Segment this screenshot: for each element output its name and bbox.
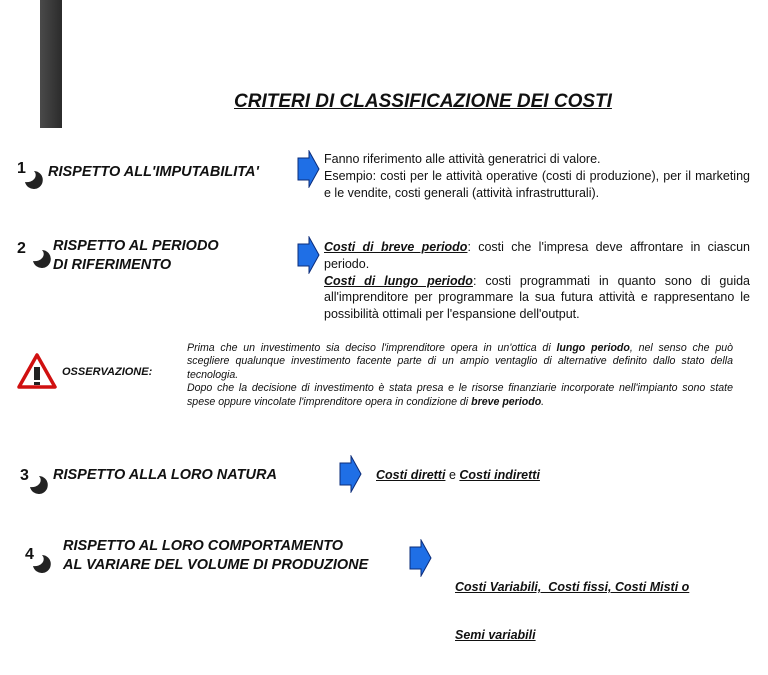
criterion-description <box>324 151 750 201</box>
long-term-costs-term: Costi di lungo periodo <box>324 273 473 288</box>
long-term-costs-text: : costi programmati in quanto sono di guida all'imprenditore per programmare la sua futura attività e rappresentano le possibilità ottimali per l'espansione dell'output. <box>324 273 751 322</box>
criterion-label <box>63 537 368 575</box>
criterion-number: 2 <box>17 240 26 257</box>
right-arrow-icon <box>408 539 432 577</box>
criterion-number: 1 <box>17 160 26 177</box>
indirect-costs: Costi indiretti <box>459 468 540 482</box>
criterion-label-line: RISPETTO AL LORO COMPORTAMENTO <box>63 538 344 554</box>
page-title: CRITERI DI CLASSIFICAZIONE DEI COSTI <box>234 91 612 112</box>
long-term-costs <box>324 273 750 323</box>
connector-text: e <box>448 468 456 482</box>
criterion-label: RISPETTO ALL'IMPUTABILITA' <box>48 164 259 180</box>
warning-icon <box>17 353 57 389</box>
description-example: Esempio: costi per le attività operative (costi di produzione), per il marketing e le vendite, costi generali (attività infrastrutturali). <box>324 168 750 200</box>
observation-term: lungo periodo <box>556 342 630 354</box>
observation-text-part: , nel senso che può scegliere qualunque investimento facente parte di un ampio ventaglio di alternative definito dallo stato della tecnologia. <box>187 342 733 381</box>
crescent-icon <box>30 553 52 575</box>
criterion-values <box>455 547 689 675</box>
short-term-costs-text: : costi che l'impresa deve affrontare in ciascun periodo. <box>324 240 750 271</box>
criterion-label: RISPETTO ALLA LORO NATURA <box>53 467 277 483</box>
crescent-icon <box>30 248 52 270</box>
observation-label: OSSERVAZIONE: <box>62 366 153 378</box>
observation-term: breve periodo <box>471 395 542 408</box>
observation-text-part: Prima che un investimento sia deciso l'imprenditore opera in un'ottica di <box>187 342 557 354</box>
short-term-costs-term: Costi di breve periodo <box>324 240 468 254</box>
criterion-label-line: RISPETTO AL PERIODO <box>53 238 219 254</box>
criterion-values <box>376 467 540 483</box>
criterion-number: 3 <box>20 467 29 484</box>
observation-text <box>187 342 733 409</box>
observation-text-part: . <box>541 395 545 408</box>
behavior-costs-line: Semi variabili <box>455 628 536 642</box>
direct-costs: Costi diretti <box>376 468 446 482</box>
short-term-costs <box>324 239 750 273</box>
right-arrow-icon <box>338 455 362 493</box>
criterion-label-line: DI RIFERIMENTO <box>53 257 172 273</box>
criterion-label-line: AL VARIARE DEL VOLUME DI PRODUZIONE <box>63 557 369 573</box>
observation-paragraph <box>187 382 733 409</box>
observation-paragraph <box>187 342 733 382</box>
right-arrow-icon <box>296 150 320 188</box>
crescent-icon <box>27 474 49 496</box>
decorative-sidebar-bar <box>40 0 62 128</box>
description-line: Fanno riferimento alle attività generatrici di valore. <box>324 152 601 166</box>
observation-text-part: Dopo che la decisione di investimento è stata presa e le risorse finanziarie incorporate nell'impianto sono state spese oppure vincolate l'imprenditore opera in condizione di <box>187 382 733 408</box>
criterion-number: 4 <box>25 546 34 563</box>
crescent-icon <box>22 169 44 191</box>
criterion-label <box>53 237 219 275</box>
behavior-costs-line: Costi Variabili, Costi fissi, Costi Misti o <box>455 580 690 594</box>
right-arrow-icon <box>296 236 320 274</box>
criterion-description <box>324 239 750 323</box>
